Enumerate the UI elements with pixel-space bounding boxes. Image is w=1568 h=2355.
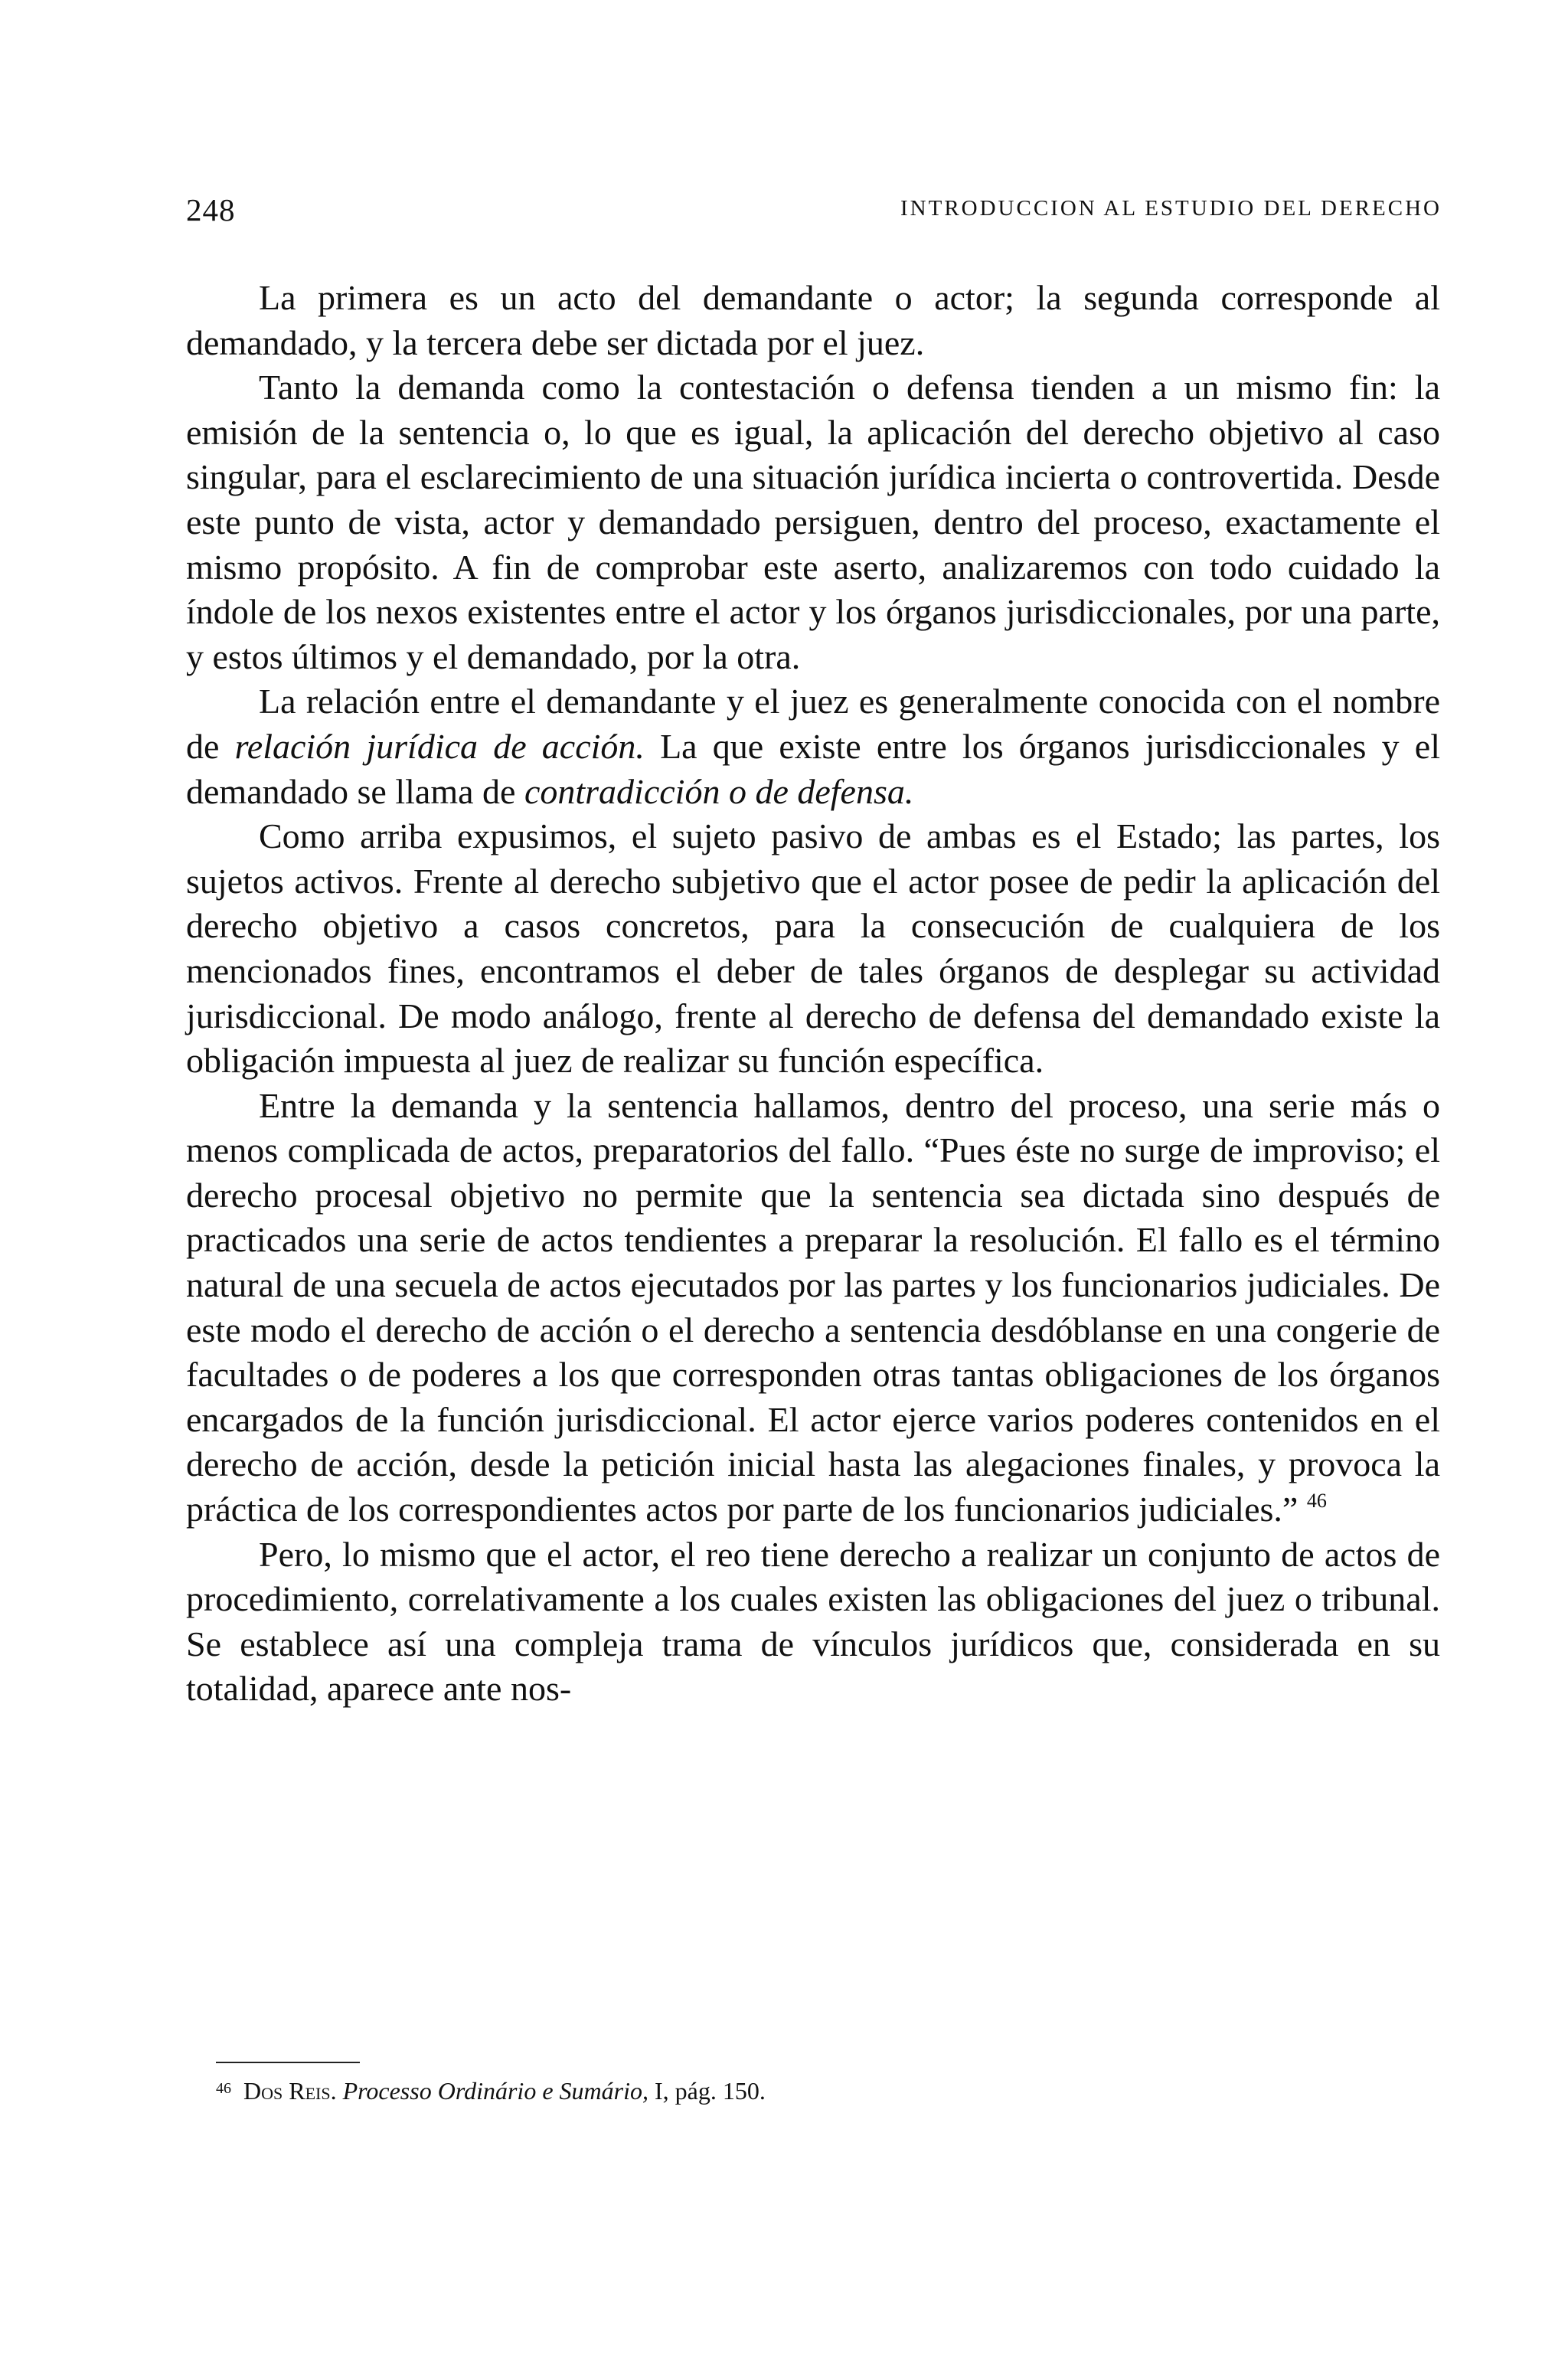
paragraph-1-text: La primera es un acto del demandante o actor; la segunda corresponde al demandado, y la tercera debe ser dictada por el juez. (186, 278, 1440, 362)
paragraph-5-text: Entre la demanda y la sentencia hallamos, dentro del proceso, una serie más o menos complicada de actos, preparatorios del fallo. “Pues éste no surge de improviso; el derecho procesal objetivo no permite que la sentencia sea dictada sino después de practicados una serie de actos tendientes a preparar la resolución. El fallo es el término natural de una secuela de actos ejecutados por las partes y los funcionarios judiciales. De este modo el derecho de acción o el derecho a sentencia desdóblanse en una congerie de facultades o de poderes a los que corresponden otras tantas obligaciones de los órganos encargados de la función jurisdiccional. El actor ejerce varios poderes contenidos en el derecho de acción, desde la petición inicial hasta las alegaciones finales, y provoca la práctica de los correspondientes actos por parte de los funcionarios judiciales.” (186, 1085, 1440, 1529)
paragraph-6 (186, 1532, 1440, 1712)
page-number: 248 (186, 192, 236, 227)
paragraph-2 (186, 365, 1440, 679)
paragraph-4-text: Como arriba expusimos, el sujeto pasivo de ambas es el Estado; las partes, los sujetos activos. Frente al derecho subjetivo que el actor posee de pedir la aplicación del derecho objetivo a casos concretos, para la consecución de cualquiera de los mencionados fines, encontramos el deber de tales órganos de desplegar su actividad jurisdiccional. De modo análogo, frente al derecho de defensa del demandado existe la obligación impuesta al juez de realizar su función específica. (186, 816, 1440, 1081)
term-contradiccion: contradicción o de defensa. (524, 771, 914, 811)
footnote-reference-detail: I, pág. 150. (654, 2077, 766, 2105)
footnote-marker: 46 (216, 2080, 231, 2097)
footnote-divider (216, 2062, 360, 2063)
footnote-reference: 46 (1306, 1490, 1327, 1513)
footnote (216, 2072, 1364, 2108)
paragraph-3 (186, 679, 1440, 814)
page-header (186, 191, 1442, 237)
paragraph-5 (186, 1084, 1440, 1532)
running-head: INTRODUCCION AL ESTUDIO DEL DERECHO (900, 196, 1442, 221)
paragraph-6-text: Pero, lo mismo que el actor, el reo tiene derecho a realizar un conjunto de actos de procedimiento, correlativamente a los cuales existen las obligaciones del juez o tribunal. Se establece así una compleja trama de vínculos jurídicos que, considerada en su totalidad, aparece ante nos- (186, 1534, 1440, 1709)
paragraph-2-text: Tanto la demanda como la contestación o defensa tienden a un mismo fin: la emisión de la sentencia o, lo que es igual, la aplicación del derecho objetivo al caso singular, para el esclarecimiento de una situación jurídica incierta o controvertida. Desde este punto de vista, actor y demandado persiguen, dentro del proceso, exactamente el mismo propósito. A fin de comprobar este aserto, analizaremos con todo cuidado la índole de los nexos existentes entre el actor y los órganos jurisdiccionales, por una parte, y estos últimos y el demandado, por la otra. (186, 368, 1440, 676)
paragraph-4 (186, 814, 1440, 1084)
paragraph-3-text-c: La que existe entre los órganos jurisdiccionales y el demandado se llama de (186, 726, 1441, 811)
footnote-author: Dos Reis. (243, 2077, 337, 2105)
paragraph-3-text-a: La relación entre el demandante y el juez es generalmente conocida con el nombre de (186, 682, 1440, 766)
term-relacion-juridica: relación jurídica de acción. (234, 726, 645, 766)
paragraph-1 (186, 276, 1440, 365)
footnote-title: Processo Ordinário e Sumário, (342, 2077, 648, 2105)
body-text (186, 276, 1440, 1712)
